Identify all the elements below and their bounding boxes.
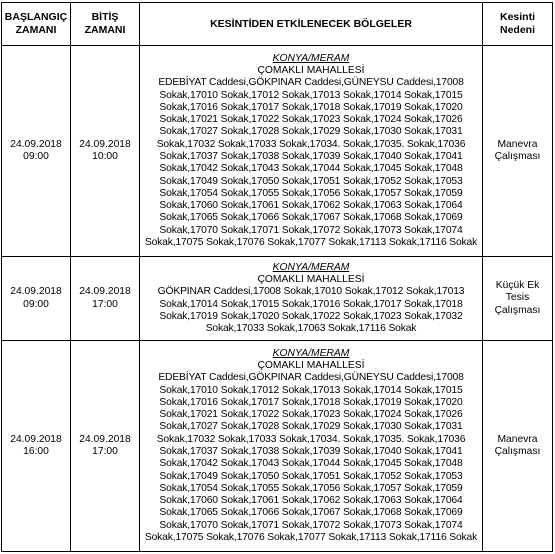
start-time-cell: 24.09.2018 16:00 (2, 341, 71, 552)
end-time-cell: 24.09.2018 17:00 (71, 341, 140, 552)
street-line: Sokak,17016 Sokak,17017 Sokak,17018 Sokak,17019 Sokak,17020 (159, 101, 463, 113)
district-name: ÇOMAKLI MAHALLESİ (257, 359, 365, 371)
header-row (2, 3, 553, 46)
street-line: Sokak,17049 Sokak,17050 Sokak,17051 Sokak,17052 Sokak,17053 (159, 470, 463, 482)
street-line: Sokak,17070 Sokak,17071 Sokak,17072 Sokak,17073 Sokak,17074 (159, 224, 463, 236)
street-line: Sokak,17016 Sokak,17017 Sokak,17018 Sokak,17019 Sokak,17020 (159, 396, 463, 408)
affected-regions-cell (140, 341, 483, 552)
street-line: Sokak,17060 Sokak,17061 Sokak,17062 Sokak,17063 Sokak,17064 (159, 495, 463, 507)
header-start-time: BAŞLANGIÇ ZAMANI (2, 3, 71, 46)
city-name: KONYA/MERAM (272, 52, 350, 64)
street-line: Sokak,17027 Sokak,17028 Sokak,17029 Sokak,17030 Sokak,17031 (159, 421, 463, 433)
street-line: Sokak,17021 Sokak,17022 Sokak,17023 Sokak,17024 Sokak,17026 (159, 114, 463, 126)
street-line: Sokak,17042 Sokak,17043 Sokak,17044 Sokak,17045 Sokak,17048 (159, 458, 463, 470)
street-line: Sokak,17019 Sokak,17020 Sokak,17022 Sokak,17023 Sokak,17032 (159, 310, 463, 322)
street-line: Sokak,17049 Sokak,17050 Sokak,17051 Sokak,17052 Sokak,17053 (159, 175, 463, 187)
city-name: KONYA/MERAM (272, 347, 350, 359)
street-line: Sokak,17037 Sokak,17038 Sokak,17039 Sokak,17040 Sokak,17041 (159, 446, 463, 457)
street-line: GÖKPINAR Caddesi,17008 Sokak,17010 Sokak,17012 Sokak,17013 (157, 286, 465, 298)
header-outage-reason: Kesinti Nedeni (483, 3, 553, 46)
street-line: Sokak,17027 Sokak,17028 Sokak,17029 Sokak,17030 Sokak,17031 (159, 126, 463, 138)
street-line: Sokak,17060 Sokak,17061 Sokak,17062 Sokak,17063 Sokak,17064 (159, 200, 463, 212)
street-line: Sokak,17010 Sokak,17012 Sokak,17013 Sokak,17014 Sokak,17015 (159, 89, 463, 101)
table-row (2, 46, 553, 257)
street-line: Sokak,17032 Sokak,17033 Sokak,17034. Sokak,17035. Sokak,17036 (156, 433, 466, 445)
street-line: Sokak,17065 Sokak,17066 Sokak,17067 Sokak,17068 Sokak,17069 (159, 507, 463, 519)
affected-regions-cell (140, 46, 483, 257)
table-row (2, 341, 553, 552)
street-line: Sokak,17014 Sokak,17015 Sokak,17016 Sokak,17017 Sokak,17018 (159, 298, 463, 310)
start-time-cell: 24.09.2018 09:00 (2, 257, 71, 341)
end-time-cell: 24.09.2018 10:00 (71, 46, 140, 257)
street-line: Sokak,17070 Sokak,17071 Sokak,17072 Sokak,17073 Sokak,17074 (159, 519, 463, 531)
outage-reason-cell: Manevra Çalışması (483, 341, 553, 552)
outage-table (1, 2, 553, 552)
outage-reason-cell: Küçük Ek Tesis Çalışması (483, 257, 553, 341)
table-row (2, 257, 553, 341)
street-line: Sokak,17033 Sokak,17063 Sokak,17116 Sokak (205, 323, 417, 335)
header-affected-regions: KESİNTİDEN ETKİLENECEK BÖLGELER (140, 3, 483, 46)
street-line: Sokak,17054 Sokak,17055 Sokak,17056 Sokak,17057 Sokak,17059 (159, 187, 463, 199)
street-line: Sokak,17054 Sokak,17055 Sokak,17056 Sokak,17057 Sokak,17059 (159, 482, 463, 494)
street-line: Sokak,17037 Sokak,17038 Sokak,17039 Sokak,17040 Sokak,17041 (159, 151, 463, 162)
street-line: Sokak,17065 Sokak,17066 Sokak,17067 Sokak,17068 Sokak,17069 (159, 212, 463, 224)
district-name: ÇOMAKLI MAHALLESİ (257, 273, 365, 285)
start-time-cell: 24.09.2018 09:00 (2, 46, 71, 257)
street-line: Sokak,17075 Sokak,17076 Sokak,17077 Sokak,17113 Sokak,17116 Sokak (144, 237, 478, 249)
district-name: ÇOMAKLI MAHALLESİ (257, 64, 365, 76)
street-line: Sokak,17075 Sokak,17076 Sokak,17077 Sokak,17113 Sokak,17116 Sokak (144, 532, 478, 544)
end-time-cell: 24.09.2018 17:00 (71, 257, 140, 341)
street-line: Sokak,17010 Sokak,17012 Sokak,17013 Sokak,17014 Sokak,17015 (159, 384, 463, 396)
city-name: KONYA/MERAM (272, 261, 350, 273)
street-line: Sokak,17032 Sokak,17033 Sokak,17034. Sokak,17035. Sokak,17036 (156, 138, 466, 150)
street-line: EDEBİYAT Caddesi,GÖKPINAR Caddesi,GÜNEYSU Caddesi,17008 (158, 77, 464, 89)
outage-reason-cell: Manevra Çalışması (483, 46, 553, 257)
header-end-time: BİTİŞ ZAMANI (71, 3, 140, 46)
street-line: Sokak,17021 Sokak,17022 Sokak,17023 Sokak,17024 Sokak,17026 (159, 409, 463, 421)
affected-regions-cell (140, 257, 483, 341)
street-line: EDEBİYAT Caddesi,GÖKPINAR Caddesi,GÜNEYSU Caddesi,17008 (158, 372, 464, 384)
street-line: Sokak,17042 Sokak,17043 Sokak,17044 Sokak,17045 Sokak,17048 (159, 163, 463, 175)
